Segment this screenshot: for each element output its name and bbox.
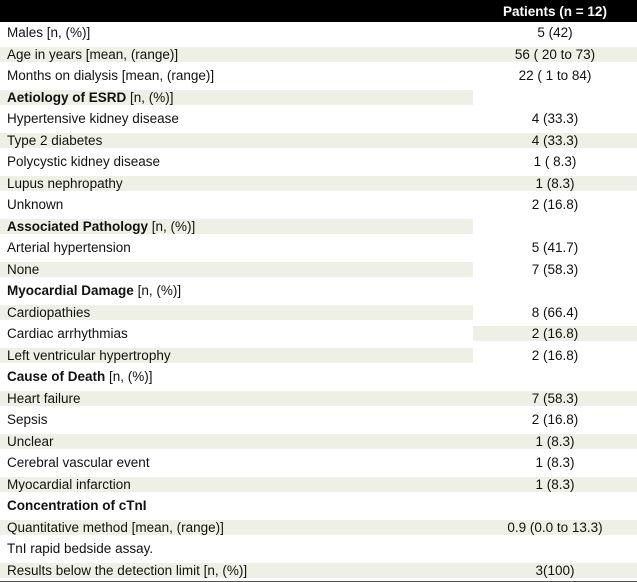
table-row bbox=[0, 65, 637, 87]
table-row bbox=[0, 538, 637, 560]
row-label: Cerebral vascular event bbox=[7, 455, 150, 471]
row-value-cell: 1 ( 8.3) bbox=[533, 154, 577, 170]
table-row bbox=[0, 151, 637, 173]
table-row bbox=[0, 22, 637, 44]
row-label-cell bbox=[0, 25, 473, 40]
section-heading: Aetiology of ESRD bbox=[7, 89, 127, 105]
row-label: Sepsis bbox=[7, 412, 48, 428]
table-header bbox=[0, 0, 637, 22]
section-heading-suffix: [n, (%)] bbox=[148, 218, 196, 234]
row-label: Type 2 diabetes bbox=[7, 132, 103, 148]
table-row bbox=[0, 87, 637, 109]
row-value-cell: 4 (33.3) bbox=[473, 133, 637, 148]
row-value-cell: 0.9 (0.0 to 13.3) bbox=[473, 520, 637, 535]
row-label-cell bbox=[0, 197, 473, 212]
row-label-cell bbox=[0, 326, 473, 341]
row-label-cell bbox=[0, 240, 473, 255]
row-label-cell bbox=[0, 455, 473, 470]
section-heading: Myocardial Damage bbox=[7, 283, 134, 299]
section-heading: Concentration of cTnI bbox=[7, 498, 147, 514]
row-label-cell bbox=[0, 541, 473, 556]
row-label-cell bbox=[0, 68, 473, 83]
row-label: TnI rapid bedside assay. bbox=[7, 541, 154, 557]
row-value-cell: 2 (16.8) bbox=[531, 197, 579, 213]
row-label: Left ventricular hypertrophy bbox=[7, 347, 171, 363]
row-label: Unknown bbox=[7, 197, 64, 213]
row-value-cell: 4 (33.3) bbox=[531, 111, 579, 127]
row-label-cell bbox=[0, 369, 473, 384]
row-label-cell bbox=[0, 305, 473, 320]
row-value-cell: 2 (16.8) bbox=[531, 347, 579, 363]
row-label-cell bbox=[0, 563, 473, 578]
table-row bbox=[0, 409, 637, 431]
row-label: Cardiac arrhythmias bbox=[7, 326, 128, 342]
table-row bbox=[0, 130, 637, 152]
table-row bbox=[0, 280, 637, 302]
section-heading-suffix: [n, (%)] bbox=[126, 89, 174, 105]
row-label: None bbox=[7, 261, 40, 277]
table-row bbox=[0, 495, 637, 517]
row-label: Hypertensive kidney disease bbox=[7, 111, 179, 127]
row-label: Months on dialysis [mean, (range)] bbox=[7, 68, 215, 84]
section-heading: Cause of Death bbox=[7, 369, 106, 385]
row-label-cell bbox=[0, 262, 473, 277]
row-value-cell: 5 (42) bbox=[537, 25, 573, 41]
row-label-cell bbox=[0, 498, 473, 513]
row-label-cell bbox=[0, 47, 473, 62]
row-label-cell bbox=[0, 90, 473, 105]
row-label-cell bbox=[0, 412, 473, 427]
row-label-cell bbox=[0, 133, 473, 148]
row-label-cell bbox=[0, 477, 473, 492]
table-row bbox=[0, 345, 637, 367]
row-label: Myocardial infarction bbox=[7, 476, 131, 492]
section-heading: Associated Pathology bbox=[7, 218, 149, 234]
section-heading-suffix: [n, (%)] bbox=[133, 283, 182, 299]
row-label: Heart failure bbox=[7, 390, 81, 406]
row-label: Unclear bbox=[7, 433, 54, 449]
row-value-cell: 1 (8.3) bbox=[473, 176, 637, 191]
row-value-cell: 3(100) bbox=[473, 563, 637, 578]
row-label-cell bbox=[0, 520, 473, 535]
row-label: Results below the detection limit [n, (%)] bbox=[7, 562, 248, 578]
row-value-cell: 2 (16.8) bbox=[473, 326, 637, 341]
row-label: Quantitative method [mean, (range)] bbox=[7, 519, 224, 535]
table-row bbox=[0, 474, 637, 496]
row-label-cell bbox=[0, 434, 473, 449]
table-row bbox=[0, 173, 637, 195]
section-heading-suffix: [n, (%)] bbox=[105, 369, 153, 385]
row-label: Arterial hypertension bbox=[7, 240, 131, 256]
row-value-cell: 2 (16.8) bbox=[531, 412, 579, 428]
table-body bbox=[0, 22, 637, 581]
row-value-cell: 7 (58.3) bbox=[531, 261, 579, 277]
table-row bbox=[0, 194, 637, 216]
row-label-cell bbox=[0, 391, 473, 406]
table-row bbox=[0, 44, 637, 66]
header-patients-cell: Patients (n = 12) bbox=[503, 3, 607, 19]
row-label: Age in years [mean, (range)] bbox=[7, 46, 179, 62]
row-label-cell bbox=[0, 283, 473, 298]
table-row bbox=[0, 108, 637, 130]
row-label: Polycystic kidney disease bbox=[7, 154, 161, 170]
table-row bbox=[0, 323, 637, 345]
table-row bbox=[0, 216, 637, 238]
row-label: Males [n, (%)] bbox=[7, 25, 91, 41]
row-label: Cardiopathies bbox=[7, 304, 91, 320]
row-label-cell bbox=[0, 219, 473, 234]
row-value-cell: 1 (8.3) bbox=[473, 477, 637, 492]
row-label-cell bbox=[0, 154, 473, 169]
row-value-cell: 8 (66.4) bbox=[531, 304, 579, 320]
row-label-cell bbox=[0, 111, 473, 126]
table-row bbox=[0, 388, 637, 410]
table-row bbox=[0, 431, 637, 453]
table-row bbox=[0, 517, 637, 539]
row-value-cell: 1 (8.3) bbox=[535, 455, 575, 471]
table-row bbox=[0, 237, 637, 259]
row-label-cell bbox=[0, 348, 473, 363]
row-value-cell: 7 (58.3) bbox=[473, 391, 637, 406]
row-label: Lupus nephropathy bbox=[7, 175, 123, 191]
table-row bbox=[0, 302, 637, 324]
row-value-cell: 5 (41.7) bbox=[531, 240, 579, 256]
table-row bbox=[0, 366, 637, 388]
table-row bbox=[0, 452, 637, 474]
row-label-cell bbox=[0, 176, 473, 191]
row-value-cell: 22 ( 1 to 84) bbox=[518, 68, 592, 84]
row-value-cell: 1 (8.3) bbox=[473, 434, 637, 449]
table-row bbox=[0, 560, 637, 582]
table-row bbox=[0, 259, 637, 281]
row-value-cell: 56 ( 20 to 73) bbox=[473, 47, 637, 62]
